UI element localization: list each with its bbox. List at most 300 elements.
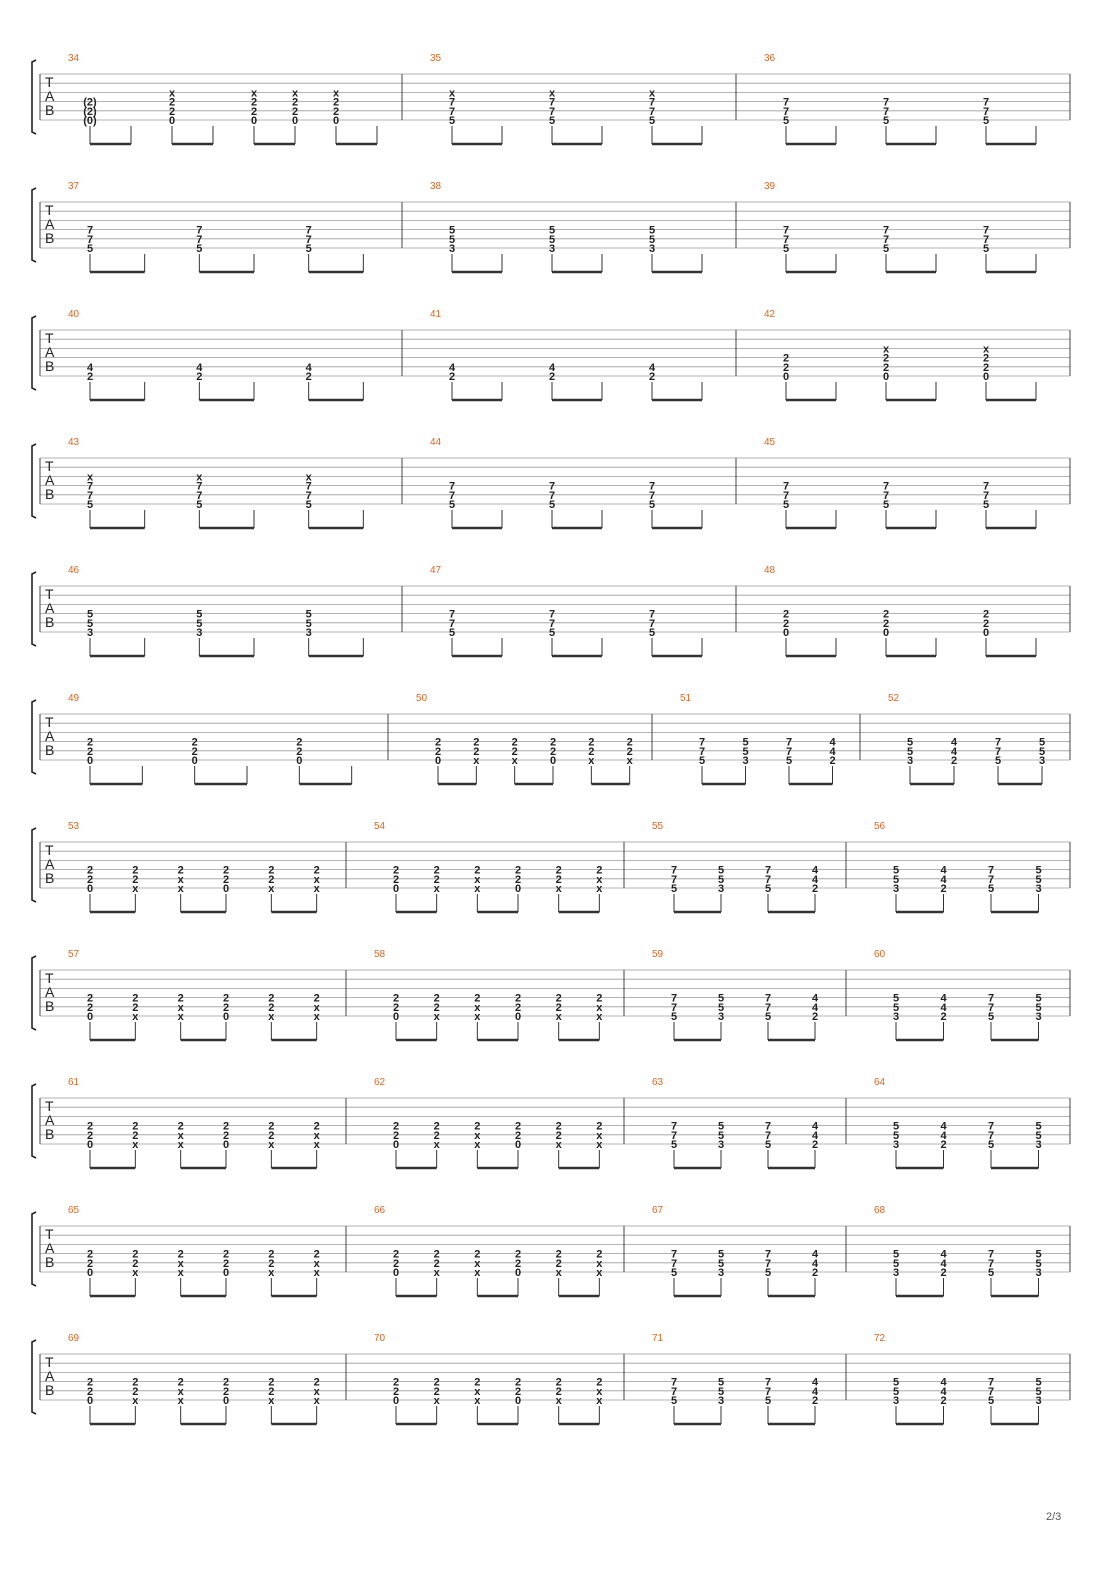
fret-number: 2 xyxy=(982,617,990,630)
fret-number: 2 xyxy=(448,371,456,383)
fret-number: 3 xyxy=(892,1139,900,1151)
tab-clef-letter: A xyxy=(45,1368,55,1384)
fret-number: x xyxy=(268,1395,275,1407)
fret-number: 5 xyxy=(892,1120,900,1133)
fret-number: 2 xyxy=(392,864,400,877)
fret-number: 5 xyxy=(906,745,914,758)
fret-number: 7 xyxy=(448,480,456,493)
fret-number: 2 xyxy=(222,1129,230,1142)
fret-number: 2 xyxy=(596,864,603,877)
fret-number: 2 xyxy=(296,736,303,749)
fret-number: 5 xyxy=(670,883,678,895)
fret-number: x xyxy=(511,755,518,767)
measure-number: 46 xyxy=(68,565,80,576)
fret-number: 3 xyxy=(1035,883,1042,895)
fret-number: x xyxy=(548,87,556,100)
fret-number: 2 xyxy=(782,608,790,621)
fret-number: 5 xyxy=(448,115,456,127)
fret-number: 2 xyxy=(222,1001,230,1014)
fret-number: 5 xyxy=(892,1385,900,1398)
fret-number: 2 xyxy=(596,1376,603,1389)
fret-number: 2 xyxy=(177,992,184,1005)
fret-number: 5 xyxy=(670,1267,678,1279)
fret-number: 2 xyxy=(596,992,603,1005)
fret-number: 5 xyxy=(892,1376,900,1389)
tab-clef-letter: A xyxy=(45,600,55,616)
fret-number: 7 xyxy=(764,1120,772,1133)
fret-number: 7 xyxy=(448,608,456,621)
fret-number: x xyxy=(268,1011,275,1023)
fret-number: 2 xyxy=(549,745,557,758)
fret-number: 4 xyxy=(811,864,819,877)
measure-number: 41 xyxy=(430,309,442,320)
fret-number: 2 xyxy=(940,1267,947,1279)
fret-number: 2 xyxy=(982,361,990,374)
fret-number: 2 xyxy=(555,992,562,1005)
tab-clef-letter: T xyxy=(45,714,54,730)
fret-number: 2 xyxy=(473,736,480,749)
fret-number: x xyxy=(596,1011,603,1023)
fret-number: 2 xyxy=(196,371,203,383)
fret-number: 2 xyxy=(168,96,176,109)
fret-number: 2 xyxy=(86,371,94,383)
fret-number: 5 xyxy=(987,1011,995,1023)
fret-number: 2 xyxy=(514,992,522,1005)
fret-number: 5 xyxy=(764,1395,772,1407)
tab-clef-letter: T xyxy=(45,970,54,986)
fret-number: 5 xyxy=(196,608,203,621)
fret-number: 5 xyxy=(648,115,656,127)
fret-number: 0 xyxy=(982,627,990,639)
fret-number: x xyxy=(474,1395,481,1407)
fret-number: 5 xyxy=(196,499,203,511)
fret-number: 5 xyxy=(717,873,725,886)
fret-number: 5 xyxy=(305,499,312,511)
fret-number: 2 xyxy=(555,1376,562,1389)
fret-number: 5 xyxy=(648,224,656,237)
fret-number: 7 xyxy=(782,96,790,109)
fret-number: 5 xyxy=(86,617,94,630)
fret-number: x xyxy=(177,1395,184,1407)
fret-number: 2 xyxy=(433,864,440,877)
fret-number: 4 xyxy=(811,1001,819,1014)
fret-number: 2 xyxy=(86,1385,94,1398)
fret-number: x xyxy=(177,1139,184,1151)
fret-number: 2 xyxy=(222,1257,230,1270)
fret-number: 0 xyxy=(250,115,258,127)
fret-number: 0 xyxy=(86,1139,94,1151)
measure-number: 48 xyxy=(764,565,776,576)
fret-number: 7 xyxy=(196,480,203,493)
fret-number: 5 xyxy=(717,1120,725,1133)
fret-number: 7 xyxy=(782,224,790,237)
fret-number: 2 xyxy=(514,873,522,886)
measure-number: 52 xyxy=(888,693,900,704)
fret-number: 2 xyxy=(811,1011,819,1023)
measure-number: 64 xyxy=(874,1077,886,1088)
fret-number: 2 xyxy=(514,1248,522,1261)
fret-number: 5 xyxy=(448,627,456,639)
fret-number: 2 xyxy=(555,1129,562,1142)
measure-number: 37 xyxy=(68,181,80,192)
fret-number: 7 xyxy=(670,1129,678,1142)
fret-number: 2 xyxy=(132,873,139,886)
fret-number: x xyxy=(291,87,299,100)
fret-number: 2 xyxy=(177,1376,184,1389)
fret-number: 7 xyxy=(987,1385,995,1398)
fret-number: 7 xyxy=(698,736,706,749)
fret-number: x xyxy=(268,883,275,895)
fret-number: 7 xyxy=(987,1001,995,1014)
fret-number: 2 xyxy=(588,745,595,758)
fret-number: x xyxy=(86,471,94,484)
fret-number: 7 xyxy=(548,489,556,502)
fret-number: 2 xyxy=(268,864,275,877)
fret-number: 7 xyxy=(648,105,656,118)
fret-number: 5 xyxy=(1035,873,1042,886)
fret-number: 3 xyxy=(648,243,656,255)
fret-number: 2 xyxy=(549,736,557,749)
tab-clef-letter: T xyxy=(45,458,54,474)
fret-number: x xyxy=(313,1129,320,1142)
fret-number: 2 xyxy=(392,992,400,1005)
fret-number: 2 xyxy=(626,745,633,758)
system-bracket xyxy=(32,572,36,646)
tab-clef-letter: B xyxy=(45,614,55,630)
fret-number: 2 xyxy=(332,96,340,109)
fret-number: 3 xyxy=(892,1011,900,1023)
fret-number: 2 xyxy=(596,1120,603,1133)
fret-number: 3 xyxy=(1035,1011,1042,1023)
fret-number: 5 xyxy=(882,243,890,255)
fret-number: 0 xyxy=(392,1267,400,1279)
fret-number: 0 xyxy=(291,115,299,127)
fret-number: 2 xyxy=(433,1001,440,1014)
fret-number: 3 xyxy=(1035,1395,1042,1407)
fret-number: 4 xyxy=(196,361,203,374)
fret-number: 4 xyxy=(811,1257,819,1270)
fret-number: 5 xyxy=(548,499,556,511)
fret-number: 5 xyxy=(892,1257,900,1270)
fret-number: 2 xyxy=(86,1120,94,1133)
fret-number: x xyxy=(177,1129,184,1142)
fret-number: 2 xyxy=(222,873,230,886)
fret-number: 7 xyxy=(982,480,990,493)
fret-number: 0 xyxy=(514,1267,522,1279)
page-number: 2/3 xyxy=(1046,1511,1062,1523)
tab-clef-letter: T xyxy=(45,1098,54,1114)
fret-number: 2 xyxy=(434,736,442,749)
fret-number: 5 xyxy=(882,115,890,127)
fret-number: 5 xyxy=(892,992,900,1005)
fret-number: 2 xyxy=(940,1139,947,1151)
fret-number: 2 xyxy=(291,96,299,109)
fret-number: 5 xyxy=(305,243,312,255)
fret-number: 2 xyxy=(86,1001,94,1014)
fret-number: 5 xyxy=(1038,736,1046,749)
measure-number: 51 xyxy=(680,693,692,704)
fret-number: 7 xyxy=(882,105,890,118)
fret-number: 5 xyxy=(305,608,312,621)
measure-number: 44 xyxy=(430,437,442,448)
fret-number: 2 xyxy=(268,1120,275,1133)
fret-number: 7 xyxy=(305,224,312,237)
fret-number: 3 xyxy=(196,627,203,639)
fret-number: 2 xyxy=(474,1376,481,1389)
fret-number: x xyxy=(132,1011,139,1023)
fret-number: x xyxy=(982,343,990,356)
fret-number: 2 xyxy=(596,1248,603,1261)
fret-number: 0 xyxy=(191,755,198,767)
fret-number: x xyxy=(474,1139,481,1151)
fret-number: 0 xyxy=(882,371,890,383)
fret-number: 2 xyxy=(514,1257,522,1270)
fret-number: x xyxy=(555,1139,562,1151)
fret-number: 2 xyxy=(433,873,440,886)
fret-number: 2 xyxy=(132,1129,139,1142)
fret-number: 2 xyxy=(829,755,836,767)
tab-clef-letter: A xyxy=(45,88,55,104)
fret-number: 4 xyxy=(940,1248,947,1261)
fret-number: 7 xyxy=(764,1257,772,1270)
fret-number: x xyxy=(626,755,633,767)
measure-number: 56 xyxy=(874,821,886,832)
fret-number: 2 xyxy=(268,1129,275,1142)
fret-number: x xyxy=(474,883,481,895)
fret-number: 5 xyxy=(717,1001,725,1014)
fret-number: 7 xyxy=(882,489,890,502)
fret-number: 5 xyxy=(782,115,790,127)
fret-number: 5 xyxy=(764,1267,772,1279)
tab-clef-letter: T xyxy=(45,74,54,90)
fret-number: 5 xyxy=(305,617,312,630)
fret-number: 7 xyxy=(648,617,656,630)
fret-number: 5 xyxy=(86,608,94,621)
fret-number: 7 xyxy=(764,1376,772,1389)
fret-number: 5 xyxy=(742,736,749,749)
measure-number: 61 xyxy=(68,1077,80,1088)
fret-number: 3 xyxy=(1035,1267,1042,1279)
fret-number: 5 xyxy=(717,1129,725,1142)
fret-number: 2 xyxy=(811,1139,819,1151)
fret-number: 2 xyxy=(811,1267,819,1279)
fret-number: 0 xyxy=(332,115,340,127)
fret-number: 5 xyxy=(548,627,556,639)
measure-number: 70 xyxy=(374,1333,386,1344)
fret-number: 7 xyxy=(782,489,790,502)
fret-number: 3 xyxy=(1038,755,1046,767)
fret-number: 2 xyxy=(555,1257,562,1270)
fret-number: 2 xyxy=(86,745,94,758)
fret-number: 2 xyxy=(268,992,275,1005)
fret-number: 5 xyxy=(982,243,990,255)
fret-number: 7 xyxy=(648,608,656,621)
fret-number: 7 xyxy=(670,1001,678,1014)
fret-number: x xyxy=(433,1395,440,1407)
fret-number: 5 xyxy=(548,233,556,246)
tab-clef-letter: B xyxy=(45,870,55,886)
fret-number: 2 xyxy=(313,1248,320,1261)
fret-number: 2 xyxy=(433,1248,440,1261)
fret-number: 7 xyxy=(987,873,995,886)
fret-number: 7 xyxy=(670,992,678,1005)
fret-number: 3 xyxy=(892,1267,900,1279)
fret-number: x xyxy=(132,1395,139,1407)
measure-number: 69 xyxy=(68,1333,80,1344)
fret-number: 7 xyxy=(548,96,556,109)
measure-number: 58 xyxy=(374,949,386,960)
fret-number: x xyxy=(177,883,184,895)
fret-number: 5 xyxy=(717,1248,725,1261)
measure-number: 43 xyxy=(68,437,80,448)
fret-number: 5 xyxy=(1038,745,1046,758)
fret-number: x xyxy=(596,1267,603,1279)
fret-number: 7 xyxy=(698,745,706,758)
tab-clef-letter: B xyxy=(45,230,55,246)
fret-number: 3 xyxy=(892,883,900,895)
fret-number: 2 xyxy=(474,1120,481,1133)
fret-number: 4 xyxy=(811,1129,819,1142)
fret-number: x xyxy=(313,1001,320,1014)
fret-number: x xyxy=(596,1257,603,1270)
fret-number: 2 xyxy=(222,864,230,877)
fret-number: 0 xyxy=(222,1267,230,1279)
fret-number: 7 xyxy=(548,480,556,493)
fret-number: 5 xyxy=(892,1129,900,1142)
fret-number: 4 xyxy=(940,1376,947,1389)
tab-clef-letter: T xyxy=(45,202,54,218)
fret-number: 5 xyxy=(764,1011,772,1023)
fret-number: 2 xyxy=(268,1257,275,1270)
fret-number: 5 xyxy=(906,736,914,749)
fret-number: 7 xyxy=(305,233,312,246)
fret-number: 7 xyxy=(670,1120,678,1133)
system-bracket xyxy=(32,956,36,1030)
fret-number: 2 xyxy=(132,1257,139,1270)
fret-number: 7 xyxy=(882,480,890,493)
fret-number: 2 xyxy=(392,1376,400,1389)
fret-number: 0 xyxy=(434,755,442,767)
fret-number: 5 xyxy=(670,1395,678,1407)
system-bracket xyxy=(32,316,36,390)
fret-number: 5 xyxy=(982,115,990,127)
fret-number: 5 xyxy=(670,1139,678,1151)
fret-number: 0 xyxy=(296,755,303,767)
fret-number: 3 xyxy=(717,1395,725,1407)
measure-number: 65 xyxy=(68,1205,80,1216)
fret-number: 4 xyxy=(648,361,656,374)
fret-number: 5 xyxy=(717,992,725,1005)
fret-number: x xyxy=(177,1385,184,1398)
fret-number: 5 xyxy=(785,755,793,767)
fret-number: 5 xyxy=(987,1139,995,1151)
measure-number: 68 xyxy=(874,1205,886,1216)
fret-number: 3 xyxy=(717,1011,725,1023)
system-bracket xyxy=(32,1084,36,1158)
fret-number: x xyxy=(474,1257,481,1270)
fret-number: 2 xyxy=(511,736,518,749)
fret-number: 2 xyxy=(474,992,481,1005)
tab-clef-letter: A xyxy=(45,216,55,232)
fret-number: x xyxy=(555,1267,562,1279)
fret-number: x xyxy=(132,1139,139,1151)
tab-clef-letter: A xyxy=(45,984,55,1000)
tab-clef-letter: B xyxy=(45,742,55,758)
fret-number: x xyxy=(433,1011,440,1023)
fret-number: 2 xyxy=(473,745,480,758)
fret-number: 2 xyxy=(474,1248,481,1261)
measure-number: 34 xyxy=(68,53,80,64)
fret-number: 3 xyxy=(1035,1139,1042,1151)
fret-number: 4 xyxy=(940,1001,947,1014)
fret-number: 2 xyxy=(222,992,230,1005)
fret-number: x xyxy=(313,1385,320,1398)
fret-number: 2 xyxy=(86,864,94,877)
fret-number: 4 xyxy=(940,1120,947,1133)
fret-number: 7 xyxy=(982,489,990,502)
fret-number: x xyxy=(448,87,456,100)
fret-number: 5 xyxy=(782,499,790,511)
fret-number: 2 xyxy=(392,1001,400,1014)
fret-number: x xyxy=(882,343,890,356)
tab-clef-letter: B xyxy=(45,102,55,118)
fret-number: 2 xyxy=(555,1248,562,1261)
fret-number: x xyxy=(268,1139,275,1151)
fret-number: x xyxy=(474,1011,481,1023)
measure-number: 66 xyxy=(374,1205,386,1216)
measure-number: 47 xyxy=(430,565,442,576)
fret-number: 4 xyxy=(86,361,94,374)
measure-number: 63 xyxy=(652,1077,664,1088)
fret-number: 7 xyxy=(196,489,203,502)
fret-number: 7 xyxy=(448,105,456,118)
fret-number: 3 xyxy=(548,243,556,255)
fret-number: 4 xyxy=(811,1120,819,1133)
fret-number: 2 xyxy=(313,992,320,1005)
fret-number: x xyxy=(177,873,184,886)
fret-number: x xyxy=(313,883,320,895)
fret-number: 2 xyxy=(811,1395,819,1407)
fret-number: 7 xyxy=(764,1001,772,1014)
fret-number: 7 xyxy=(764,864,772,877)
fret-number: 2 xyxy=(514,1129,522,1142)
fret-number: 0 xyxy=(514,1395,522,1407)
fret-number: 2 xyxy=(392,873,400,886)
fret-number: 2 xyxy=(555,1120,562,1133)
fret-number: 4 xyxy=(811,873,819,886)
fret-number: 5 xyxy=(764,883,772,895)
fret-number: 7 xyxy=(305,489,312,502)
fret-number: 2 xyxy=(268,1385,275,1398)
fret-number: x xyxy=(596,873,603,886)
measure-number: 71 xyxy=(652,1333,664,1344)
fret-number: 7 xyxy=(448,96,456,109)
system-bracket xyxy=(32,188,36,262)
fret-number: 7 xyxy=(987,864,995,877)
fret-number: x xyxy=(433,883,440,895)
fret-number: 2 xyxy=(313,1120,320,1133)
fret-number: x xyxy=(473,755,480,767)
fret-number: 4 xyxy=(829,745,836,758)
measure-number: 55 xyxy=(652,821,664,832)
fret-number: 2 xyxy=(882,617,890,630)
fret-number: 7 xyxy=(982,233,990,246)
fret-number: 2 xyxy=(392,1120,400,1133)
fret-number: x xyxy=(313,1139,320,1151)
fret-number: 2 xyxy=(268,873,275,886)
fret-number: x xyxy=(433,1267,440,1279)
fret-number: 5 xyxy=(717,1376,725,1389)
